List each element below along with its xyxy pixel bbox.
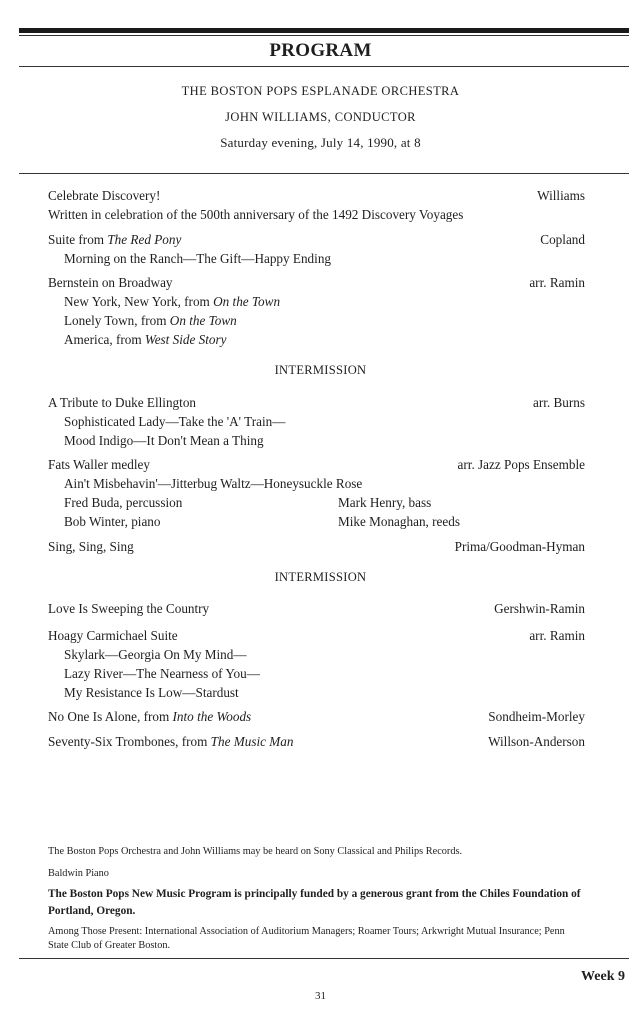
piece-title: Hoagy Carmichael Suite — [48, 628, 178, 643]
movement-item: My Resistance Is Low—Stardust — [64, 685, 239, 700]
musician: Fred Buda, percussion — [64, 495, 183, 510]
composer: Sondheim-Morley — [488, 709, 585, 724]
musician: Mike Monaghan, reeds — [338, 514, 460, 529]
composer: Gershwin-Ramin — [494, 601, 585, 616]
records-note: The Boston Pops Orchestra and John Williams may be heard on Sony Classical and Philips Records. — [48, 846, 463, 857]
piece-title: Love Is Sweeping the Country — [48, 601, 210, 616]
concert-date: Saturday evening, July 14, 1990, at 8 — [220, 135, 421, 150]
composer: Prima/Goodman-Hyman — [454, 539, 585, 554]
funding-note: The Boston Pops New Music Program is principally funded by a generous grant from the Chiles Foundation of Portland, Oregon. — [48, 888, 581, 917]
piece-title: No One Is Alone, from Into the Woods — [48, 709, 252, 724]
attendees-note: Among Those Present: International Association of Auditorium Managers; Roamer Tours; Arkwright Mutual Insurance; Penn State Club of Greater Boston. — [48, 926, 565, 951]
composer: Copland — [540, 232, 585, 247]
composer: Willson-Anderson — [488, 734, 585, 749]
musician: Mark Henry, bass — [338, 495, 432, 510]
composer: arr. Burns — [532, 395, 585, 410]
movement-item: New York, New York, from On the Town — [64, 294, 281, 309]
movement-item: Lonely Town, from On the Town — [64, 313, 237, 328]
movement-item: Ain't Misbehavin'—Jitterbug Waltz—Honeysuckle Rose — [64, 476, 363, 491]
movement-item: America, from West Side Story — [64, 332, 227, 347]
composer: arr. Jazz Pops Ensemble — [457, 457, 585, 472]
piano-note: Baldwin Piano — [48, 868, 109, 879]
footer-rule — [19, 958, 629, 959]
movement-item: Lazy River—The Nearness of You— — [64, 666, 260, 681]
movement-item: Sophisticated Lady—Take the 'A' Train— — [64, 414, 286, 429]
movement-item: Mood Indigo—It Don't Mean a Thing — [64, 433, 264, 448]
piece-title: Sing, Sing, Sing — [48, 539, 134, 554]
composer: arr. Ramin — [529, 628, 585, 643]
piece-note-text: Written in celebration of the 500th anniversary of the 1492 Discovery Voyages — [48, 207, 464, 222]
musician: Bob Winter, piano — [64, 514, 161, 529]
section-rule — [19, 173, 629, 174]
intermission-label: INTERMISSION — [274, 363, 367, 377]
piece-title: Seventy-Six Trombones, from The Music Man — [48, 734, 294, 749]
page-title: PROGRAM — [269, 40, 372, 61]
page-number: 31 — [315, 990, 326, 1002]
piece-title: Fats Waller medley — [48, 457, 150, 472]
top-thin-rule — [19, 35, 629, 36]
movement-list: Morning on the Ranch—The Gift—Happy Ending — [64, 251, 332, 266]
piece-title: Suite from The Red Pony — [48, 232, 182, 247]
orchestra-name: THE BOSTON POPS ESPLANADE ORCHESTRA — [181, 84, 460, 98]
movement-item: Skylark—Georgia On My Mind— — [64, 647, 247, 662]
piece-title: A Tribute to Duke Ellington — [48, 395, 197, 410]
week-label: Week 9 — [581, 969, 625, 984]
top-thick-rule — [19, 28, 629, 33]
composer: Williams — [537, 188, 585, 203]
composer: arr. Ramin — [529, 275, 585, 290]
piece-title: Celebrate Discovery! — [48, 188, 161, 203]
intermission-label: INTERMISSION — [274, 570, 367, 584]
conductor-name: JOHN WILLIAMS, CONDUCTOR — [225, 110, 416, 124]
title-rule — [19, 66, 629, 67]
piece-title: Bernstein on Broadway — [48, 275, 173, 290]
